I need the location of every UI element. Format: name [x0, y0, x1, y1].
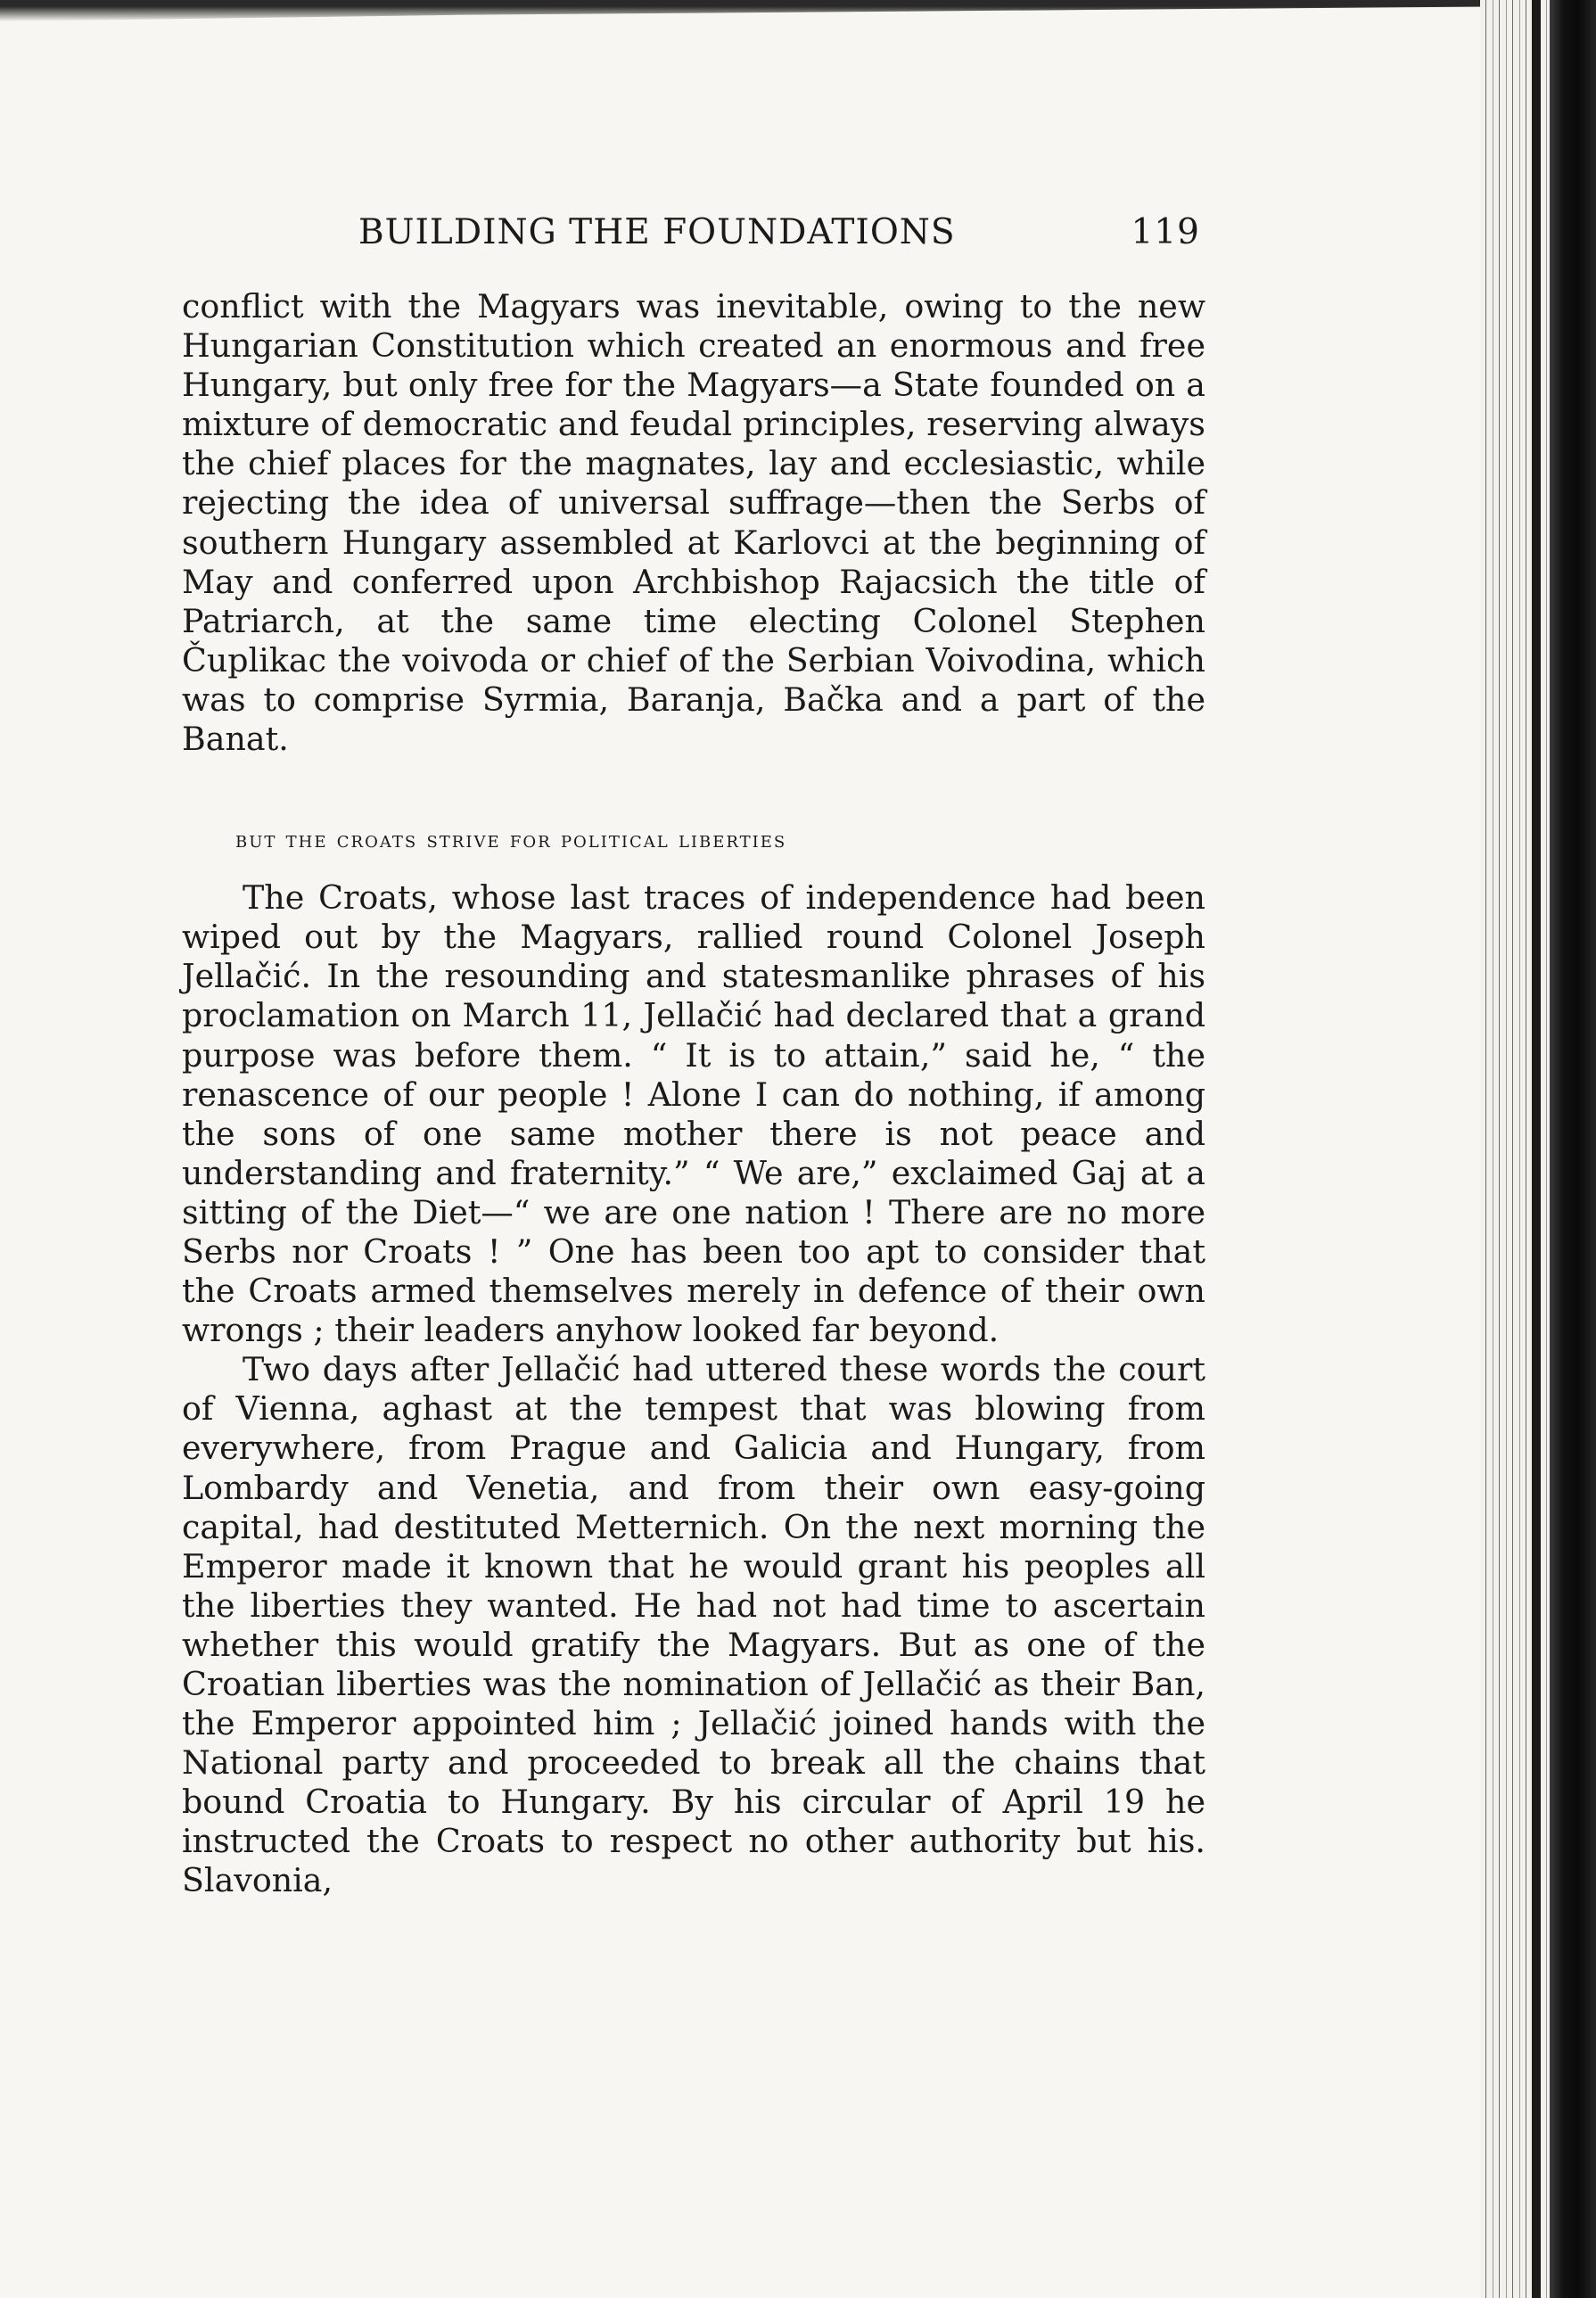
paragraph-continued: conflict with the Magyars was inevitable, owing to the new Hungarian Constitution which created an enormous and free Hungary, but only free for the Magyars—a State founded on a mixture of democratic and feudal principles, reserving always the chief places for the magnates, lay and ecclesiastic, while rejecting the idea of universal suffrage—then the Serbs of southern Hungary assembled at Karlovci at the beginning of May and conferred upon Archbishop Rajacsich the title of Patriarch, at the same time electing Colonel Stephen Čuplikac the voivoda or chief of the Serbian Voivodina, which was to comprise Syrmia, Baranja, Bačka and a part of the Banat.: [182, 287, 1205, 759]
running-head: [182, 212, 1205, 266]
paragraph: Two days after Jellačić had uttered these words the court of Vienna, aghast at the tempest that was blowing from everywhere, from Prague and Galicia and Hungary, from Lombardy and Venetia, and from their own easy-going capital, had destituted Metternich. On the next morning the Emperor made it known that he would grant his peoples all the liberties they wanted. He had not had time to ascertain whether this would gratify the Magyars. But as one of the Croatian liberties was the nomination of Jellačić as their Ban, the Emperor appointed him ; Jellačić joined hands with the National party and proceeded to break all the chains that bound Croatia to Hungary. By his circular of April 19 he instructed the Croats to respect no other authority but his. Slavonia,: [182, 1350, 1205, 1900]
body-text: [182, 287, 1205, 1901]
binding-line: [1532, 0, 1541, 2298]
page-number: 119: [1131, 212, 1200, 252]
scan-shadow-top: [0, 0, 1516, 21]
section-heading: but the croats strive for political liberties: [235, 827, 787, 854]
book-spine: [1550, 0, 1596, 2298]
running-head-title: BUILDING THE FOUNDATIONS: [358, 212, 956, 252]
book-page: [182, 212, 1205, 1901]
paragraph: The Croats, whose last traces of independence had been wiped out by the Magyars, rallied round Colonel Joseph Jellačić. In the resounding and statesmanlike phrases of his proclamation on March 11, Jellačić had declared that a grand purpose was before them. “ It is to attain,” said he, “ the renascence of our people ! Alone I can do nothing, if among the sons of one same mother there is not peace and understanding and fraternity.” “ We are,” exclaimed Gaj at a sitting of the Diet—“ we are one nation ! There are no more Serbs nor Croats ! ” One has been too apt to consider that the Croats armed themselves merely in defence of their own wrongs ; their leaders anyhow looked far beyond.: [182, 878, 1205, 1350]
